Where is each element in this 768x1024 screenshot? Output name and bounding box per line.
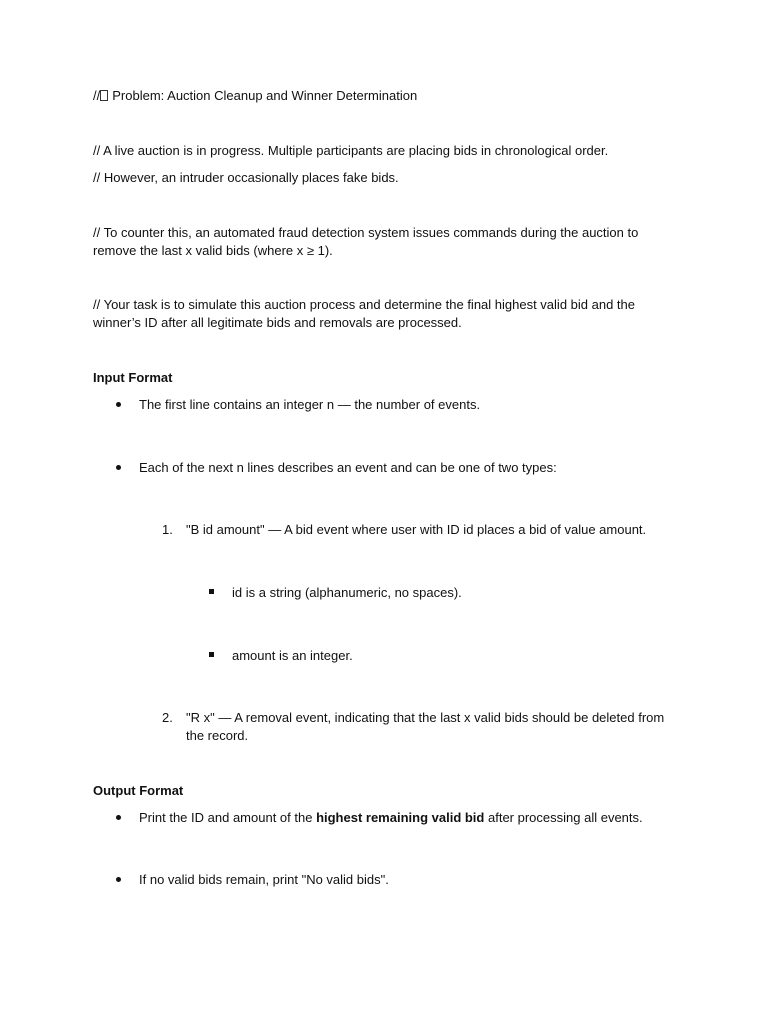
output-bullet-1 — [139, 809, 643, 827]
input-bullet-2: Each of the next n lines describes an event and can be one of two types: — [139, 460, 557, 475]
list-item-bid-event: "B id amount" — A bid event where user with ID id places a bid of value amount. — [186, 522, 647, 537]
bullet-icon — [116, 877, 121, 882]
problem-title — [93, 87, 417, 105]
output-bullet-1-bold: highest remaining valid bid — [316, 810, 485, 825]
bullet-icon — [116, 402, 121, 407]
missing-glyph-icon — [100, 90, 108, 101]
output-bullet-1-post: after processing all events. — [484, 810, 643, 825]
output-bullet-2: If no valid bids remain, print "No valid bids". — [139, 872, 389, 887]
sub-item-id: id is a string (alphanumeric, no spaces). — [232, 585, 462, 600]
sub-item-amount: amount is an integer. — [232, 648, 353, 663]
intro-line-1: // A live auction is in progress. Multiple participants are placing bids in chronological order. — [93, 143, 609, 158]
task-paragraph: // Your task is to simulate this auction process and determine the final highest valid bid and the winner’s ID after all legitimate bids and removals are processed. — [93, 297, 635, 330]
intro-line-2: // However, an intruder occasionally places fake bids. — [93, 170, 399, 185]
list-number-1: 1. — [162, 522, 173, 537]
bullet-icon — [116, 815, 121, 820]
list-item-removal-event: "R x" — A removal event, indicating that the last x valid bids should be deleted from the record. — [186, 710, 665, 743]
output-format-heading: Output Format — [93, 783, 184, 798]
title-prefix: // — [93, 88, 101, 103]
bullet-icon — [116, 465, 121, 470]
counter-paragraph: // To counter this, an automated fraud detection system issues commands during the auction to remove the last x valid bids (where x ≥ 1). — [93, 225, 639, 258]
input-format-heading: Input Format — [93, 370, 173, 385]
square-bullet-icon — [209, 589, 214, 594]
output-bullet-1-pre: Print the ID and amount of the — [139, 810, 317, 825]
title-text: Problem: Auction Cleanup and Winner Determination — [112, 88, 418, 103]
input-bullet-1: The first line contains an integer n — the number of events. — [139, 397, 481, 412]
list-number-2: 2. — [162, 710, 173, 725]
square-bullet-icon — [209, 652, 214, 657]
